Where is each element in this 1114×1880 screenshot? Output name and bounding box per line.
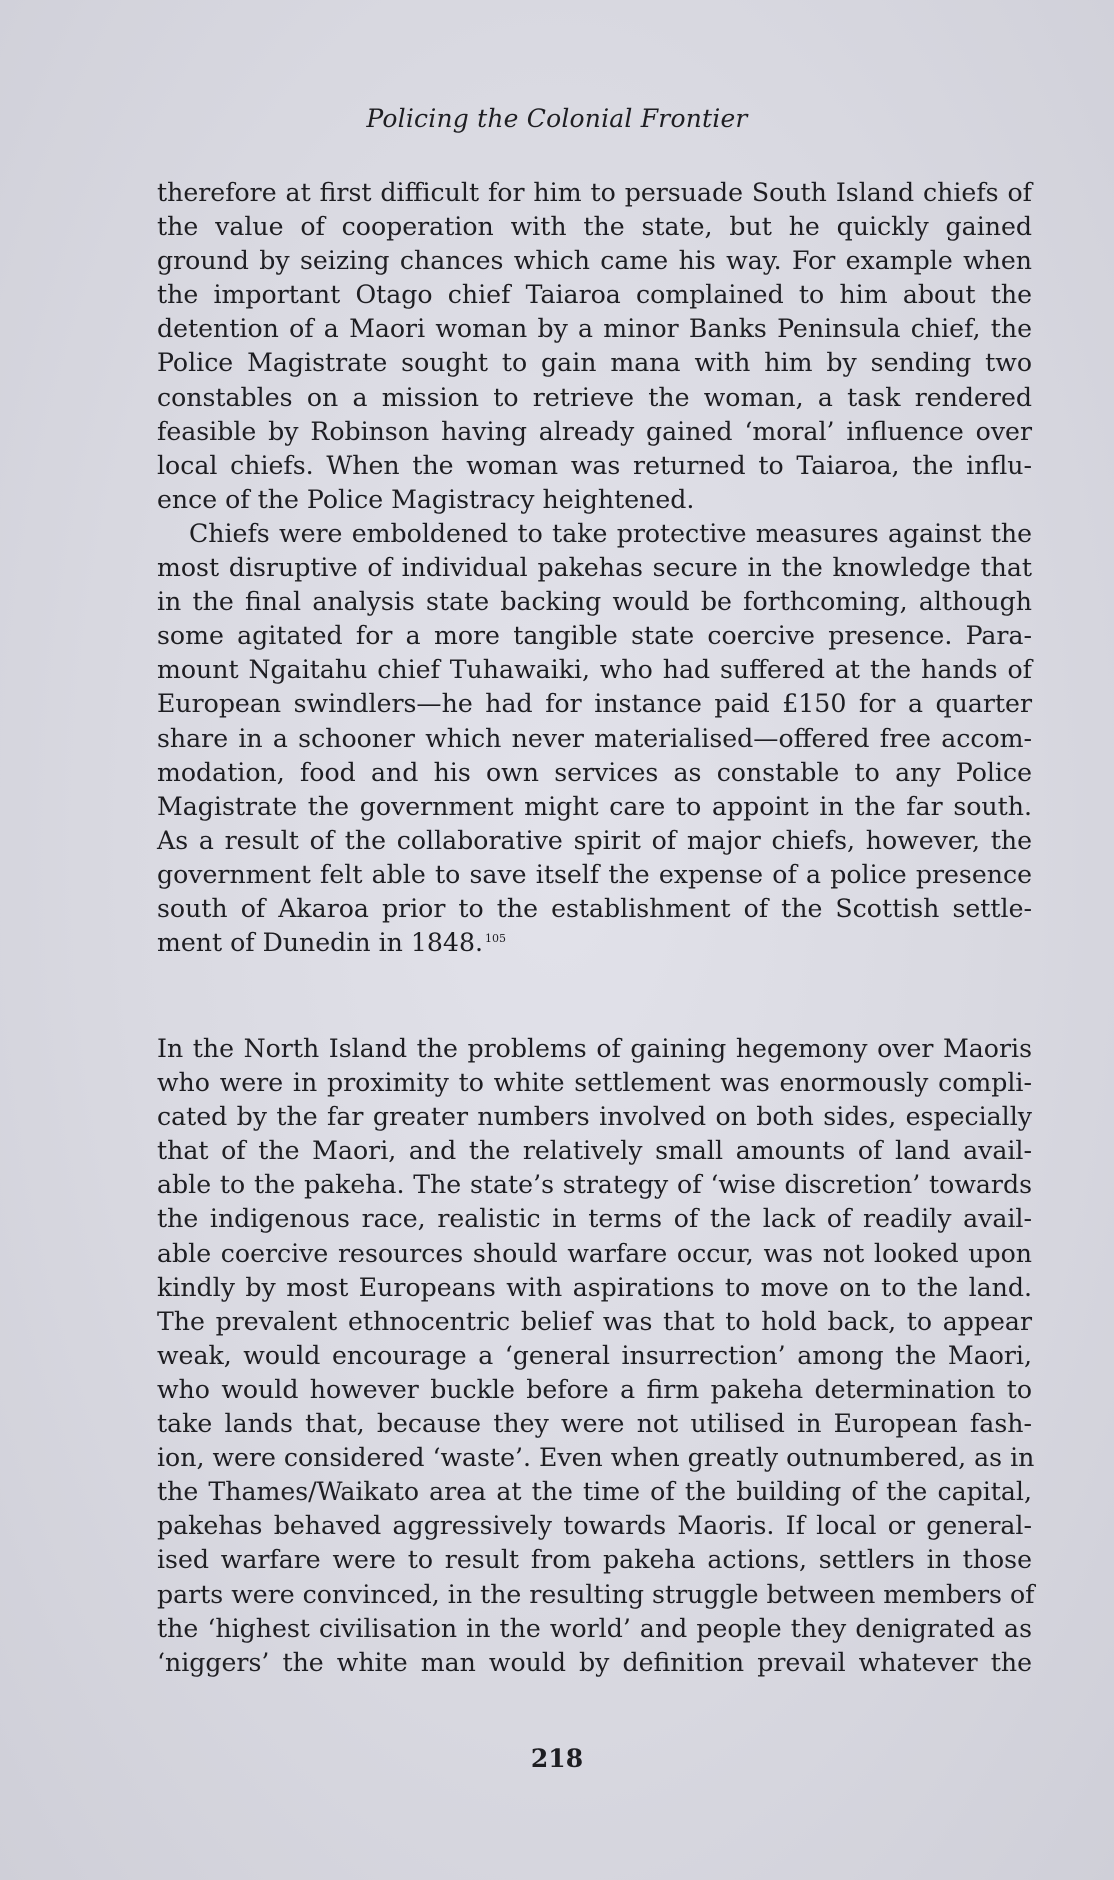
text-line: who were in proximity to white settlement was enormously compli- [157,1068,1032,1098]
text-line: the indigenous race, realistic in terms of the lack of readily avail- [157,1204,1032,1234]
text-line: share in a schooner which never materialised—offered free accom- [157,723,1032,753]
text-line: the Thames/Waikato area at the time of the building of the capital, [157,1477,1032,1507]
text-line: local chiefs. When the woman was returned to Taiaroa, the influ- [157,450,1032,480]
text-line: some agitated for a more tangible state coercive presence. Para- [157,621,1032,651]
paragraph-block-1 [157,176,1032,960]
text-line: Chiefs were emboldened to take protective measures against the [189,518,1032,548]
text-line: mount Ngaitahu chief Tuhawaiki, who had suffered at the hands of [157,655,1032,685]
text-line: pakehas behaved aggressively towards Maoris. If local or general- [157,1511,1032,1541]
text-line: parts were convinced, in the resulting struggle between members of [157,1579,1035,1609]
text-line: south of Akaroa prior to the establishment of the Scottish settle- [157,893,1032,923]
text-line: feasible by Robinson having already gained ‘moral’ influence over [157,416,1032,446]
text-line: European swindlers—he had for instance paid £150 for a quarter [157,689,1032,719]
text-line: In the North Island the problems of gaining hegemony over Maoris [157,1034,1032,1063]
text-line: As a result of the collaborative spirit of major chiefs, however, the [157,825,1032,855]
text-line: Police Magistrate sought to gain mana with him by sending two [157,348,1032,378]
paragraph-block-2 [157,1032,1035,1680]
text-line: detention of a Maori woman by a minor Banks Peninsula chief, the [157,314,1032,344]
text-line: take lands that, because they were not utilised in European fash- [157,1409,1032,1439]
text-line: Magistrate the government might care to appoint in the far south. [157,791,1032,821]
text-line: that of the Maori, and the relatively small amounts of land avail- [157,1136,1032,1166]
text-line: the value of cooperation with the state, but he quickly gained [157,212,1032,242]
text-line: The prevalent ethnocentric belief was that to hold back, to appear [157,1306,1032,1336]
text-line: the important Otago chief Taiaroa complained to him about the [157,280,1032,310]
text-line: in the final analysis state backing would be forthcoming, although [157,587,1032,617]
text-line: government felt able to save itself the expense of a police presence [157,859,1032,889]
text-line: ment of Dunedin in 1848. [157,928,483,958]
running-head: Policing the Colonial Frontier [366,104,748,133]
text-line: weak, would encourage a ‘general insurrection’ among the Maori, [157,1340,1032,1370]
text-line: ion, were considered ‘waste’. Even when greatly outnumbered, as in [157,1443,1035,1473]
text-line: ised warfare were to result from pakeha actions, settlers in those [157,1545,1032,1575]
text-line: able to the pakeha. The state’s strategy of ‘wise discretion’ towards [157,1170,1032,1200]
text-line: cated by the far greater numbers involved on both sides, especially [157,1102,1032,1132]
text-line: therefore at first difficult for him to persuade South Island chiefs of [157,178,1032,207]
text-line-with-footnote [157,926,1032,960]
text-line: kindly by most Europeans with aspirations to move on to the land. [157,1272,1032,1302]
text-line: ‘niggers’ the white man would by definition prevail whatever the [157,1647,1032,1677]
footnote-marker: 105 [484,932,506,946]
text-line: modation, food and his own services as constable to any Police [157,757,1032,787]
text-line: constables on a mission to retrieve the woman, a task rendered [157,382,1032,412]
page-number: 218 [530,1744,584,1773]
text-line: ence of the Police Magistracy heightened. [157,484,695,514]
text-line: who would however buckle before a firm pakeha determination to [157,1374,1032,1404]
text-line: able coercive resources should warfare occur, was not looked upon [157,1238,1032,1268]
text-line: most disruptive of individual pakehas secure in the knowledge that [157,553,1032,583]
text-line: ground by seizing chances which came his way. For example when [157,246,1032,276]
text-line: the ‘highest civilisation in the world’ and people they denigrated as [157,1613,1032,1643]
